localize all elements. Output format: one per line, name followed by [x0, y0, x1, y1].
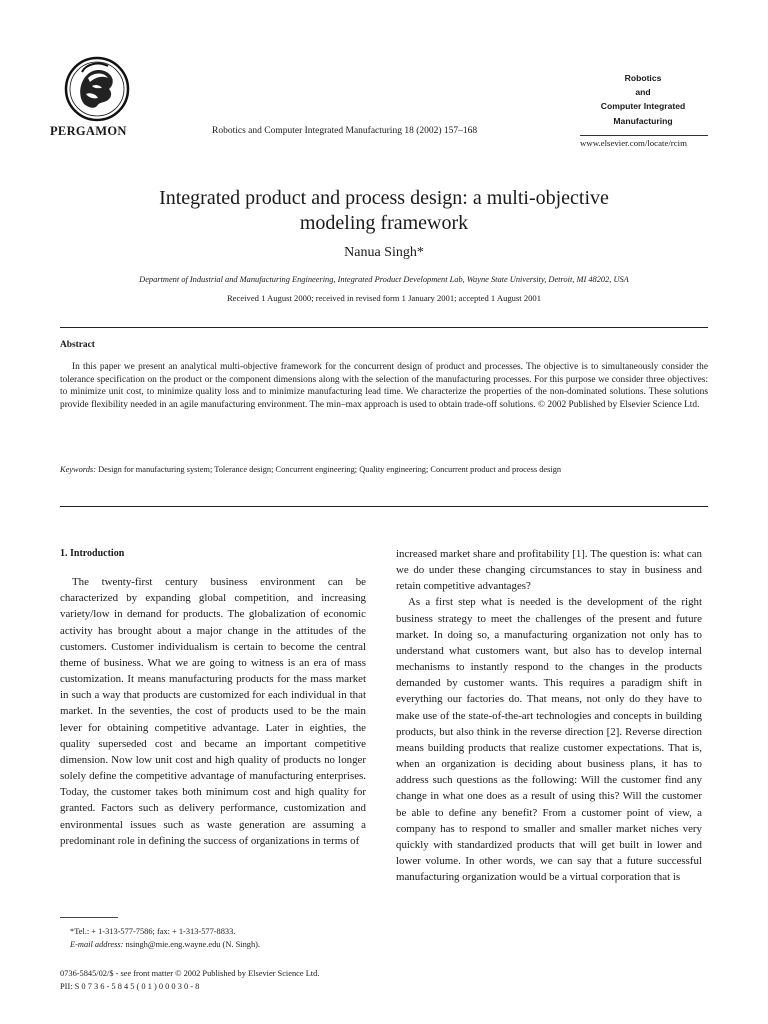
journal-url: www.elsevier.com/locate/rcim [580, 138, 687, 148]
abstract-bottom-rule [60, 506, 708, 507]
keywords-list: Design for manufacturing system; Tolerance design; Concurrent engineering; Quality engineering; Concurrent product and process design [98, 465, 562, 474]
footnote-email [70, 938, 260, 951]
abstract-text: In this paper we present an analytical multi-objective framework for the concurrent design of product and processes. The objective is to simultaneously consider the tolerance specification on the product or the component dimensions along with the selection of the manufacturing processes. For this purpose we consider three objectives: to minimize unit cost, to minimize quality loss and to minimize manufacturing lead time. We characterize the properties of the non-dominated solutions. These solutions provide flexibility needed in an agile manufacturing environment. The min–max approach is used to obtain trade-off solutions. © 2002 Published by Elsevier Science Ltd. [60, 362, 708, 410]
author-name: Nanua Singh* [344, 245, 424, 260]
journal-title-line: and [635, 87, 651, 98]
abstract-top-rule [60, 327, 708, 328]
pergamon-logo-icon [64, 56, 130, 122]
article-title-line: Integrated product and process design: a multi-objective [159, 187, 609, 209]
pii-line: PII: S 0 7 3 6 - 5 8 4 5 ( 0 1 ) 0 0 0 3 0 - 8 [60, 981, 200, 991]
journal-title-line: Manufacturing [613, 115, 673, 126]
left-column [60, 546, 366, 849]
body-paragraph: increased market share and profitability [1]. The question is: what can we do under these changing circumstances to stay in business and retain competitive advantages? [396, 548, 702, 593]
body-paragraph: As a first step what is needed is the development of the right business strategy to meet the challenges of the present and future market. In doing so, a manufacturing organization not only has to understand what customers want, but also has to develop internal mechanisms to instantly respond to the changes in the products demanded by customer wants. This requires a paradigm shift in everything our factories do. That means, not only do they have to make use of the state-of-the-art technologies and concepts in building products, but also think in the reverse direction [2]. Reverse direction means building products that realize customer expectations. That is, when an organization is deciding about business plans, it has to address such questions as the following: Will the customer find any change in what one does as a result of using this? Will the customer be able to define any benefit? From a customer point of view, a company has to respond to smaller and smaller market niches very quickly with standardized products that will get built in lower and lower volume. In other words, we can say that a future successful manufacturing organization would be a virtual corporation that is [396, 596, 702, 884]
journal-citation: Robotics and Computer Integrated Manufacturing 18 (2002) 157–168 [212, 126, 478, 136]
body-paragraph: The twenty-first century business environment can be characterized by expanding global competition, and increasing variety/low in demand for products. The globalization of economic activity has brought about a major change in the attitudes of the customers. Customer individualism is certain to become the central theme of business. What we are going to witness is an era of mass customization. It means manufacturing products for the mass market in such a way that products are customized for each individual in that market. In the seventies, the cost of products used to be the main lever for obtaining competitive advantage. Later in eighties, the quality superseded cost and became an important competitive dimension. Now low unit cost and high quality of products no longer solely define the competitive advantage of manufacturing enterprises. Today, the customer takes both minimum cost and high quality for granted. Factors such as delivery performance, customization and environmental issues such as waste generation are assuming a predominant role in defining the success of organizations in terms of [60, 576, 366, 847]
email-label: E-mail address: [70, 940, 124, 950]
journal-title-block [588, 71, 698, 128]
received-dates: Received 1 August 2000; received in revised form 1 January 2001; accepted 1 August 2001 [226, 293, 542, 303]
right-column [396, 546, 702, 885]
journal-title-line: Computer Integrated [600, 101, 686, 112]
abstract-heading: Abstract [60, 340, 95, 350]
article-title [60, 186, 708, 236]
article-title-line: modeling framework [299, 212, 469, 234]
front-matter-info [60, 968, 319, 994]
journal-title-line: Robotics [624, 73, 662, 83]
section-heading: 1. Introduction [60, 548, 125, 559]
email-address: nsingh@mie.eng.wayne.edu (N. Singh). [125, 940, 261, 950]
keywords-label: Keywords: [60, 465, 96, 474]
footnote-rule [60, 917, 118, 918]
publisher-logo [48, 56, 148, 122]
keywords [60, 464, 708, 476]
journal-title-divider [580, 135, 708, 136]
author-affiliation: Department of Industrial and Manufacturing Engineering, Integrated Product Development Lab, Wayne State University, Detroit, MI 48202, USA [139, 275, 629, 284]
publisher-name: PERGAMON [50, 124, 127, 138]
copyright-line: 0736-5845/02/$ - see front matter © 2002 Published by Elsevier Science Ltd. [60, 969, 320, 978]
footnote-contact: *Tel.: + 1-313-577-7586; fax: + 1-313-577-8833. [70, 927, 236, 936]
footnote [70, 925, 260, 951]
